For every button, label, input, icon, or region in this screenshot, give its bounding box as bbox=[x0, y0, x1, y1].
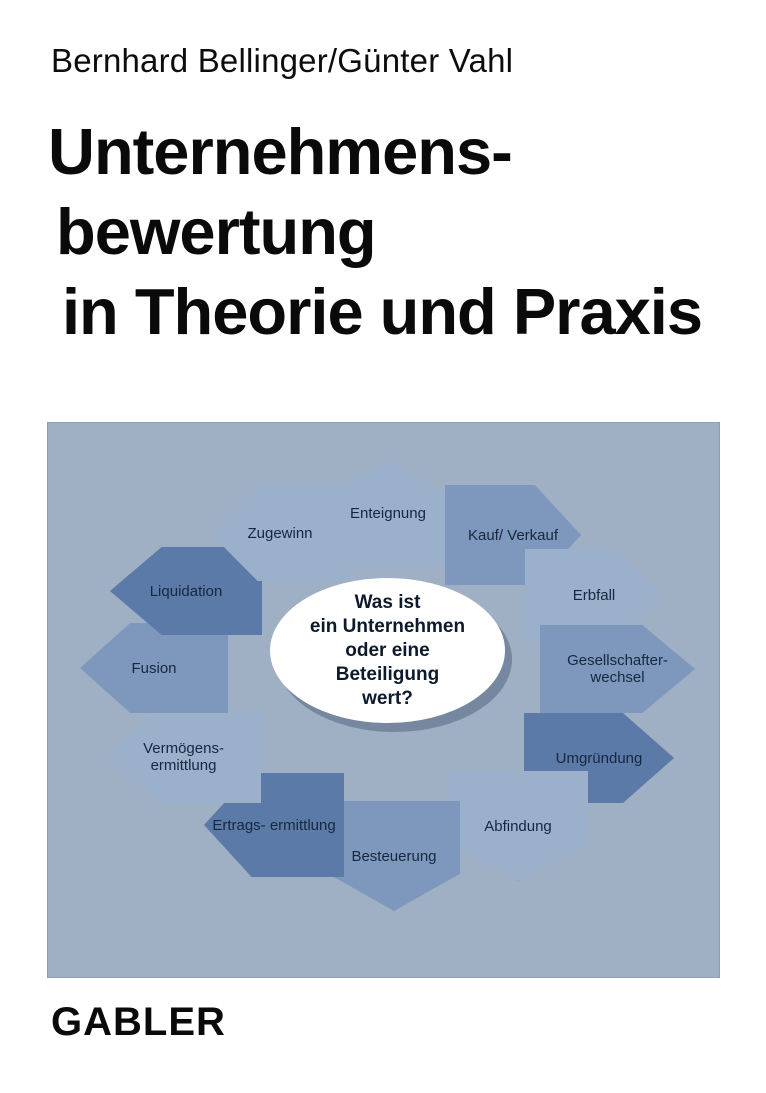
block-label: Besteuerung bbox=[351, 847, 437, 865]
block-label: Zugewinn bbox=[247, 524, 313, 542]
authors-line: Bernhard Bellinger/Günter Vahl bbox=[51, 42, 514, 79]
block-label: Umgründung bbox=[555, 749, 643, 767]
central-question-line-4: Beteiligung bbox=[335, 663, 440, 685]
central-question-oval bbox=[270, 578, 505, 723]
block-label: Kauf/ Verkauf bbox=[467, 526, 559, 544]
central-question-line-3: oder eine bbox=[345, 639, 430, 661]
block-label: Liquidation bbox=[149, 582, 223, 600]
block-label: Abfindung bbox=[484, 817, 552, 835]
illustration-block-vermoegensermittlung bbox=[106, 711, 261, 803]
cover-illustration bbox=[47, 422, 720, 978]
page-title bbox=[48, 112, 738, 352]
illustration-canvas bbox=[48, 423, 719, 977]
block-label: Erbfall bbox=[572, 586, 616, 604]
title-line-1: Unternehmens- bbox=[48, 115, 512, 188]
illustration-block-zugewinn bbox=[210, 485, 350, 581]
publisher-logo: GABLER bbox=[51, 1000, 226, 1044]
illustration-block-abfindung bbox=[448, 771, 588, 881]
title-line-3: in Theorie und Praxis bbox=[62, 275, 702, 348]
block-label: Vermögens- ermittlung bbox=[143, 740, 224, 774]
central-question-line-2: ein Unternehmen bbox=[309, 615, 466, 637]
central-question-line-5: wert? bbox=[362, 687, 413, 709]
block-label: Ertrags- ermittlung bbox=[212, 816, 336, 834]
title-line-2: bewertung bbox=[56, 195, 376, 268]
central-question-line-1: Was ist bbox=[354, 591, 421, 613]
block-label: Enteignung bbox=[350, 504, 426, 522]
illustration-block-gesellschafterwechsel bbox=[540, 625, 695, 713]
illustration-block-besteuerung bbox=[328, 801, 460, 911]
illustration-block-fusion bbox=[80, 623, 228, 713]
block-label: Fusion bbox=[131, 659, 177, 677]
central-question-text bbox=[310, 591, 465, 711]
block-label: Gesellschafter- wechsel bbox=[567, 652, 668, 686]
